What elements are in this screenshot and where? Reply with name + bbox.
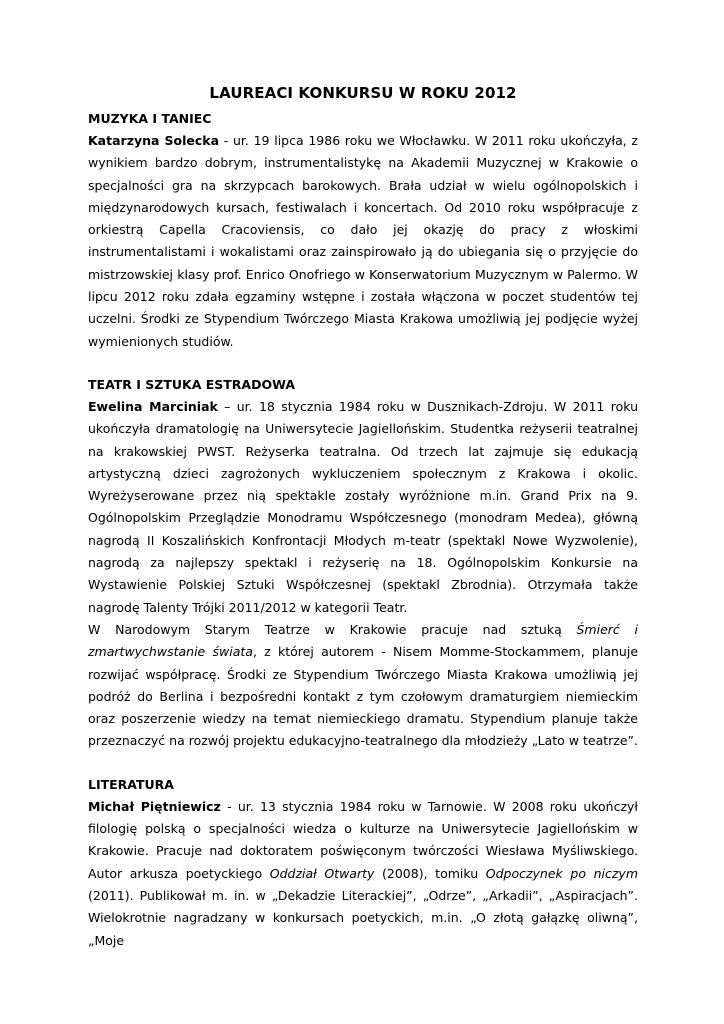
work-title: Odpoczynek po niczym — [485, 865, 638, 881]
page-title: LAUREACI KONKURSU W ROKU 2012 — [209, 84, 517, 102]
laureate-paragraph-solecka — [88, 130, 638, 353]
section-spacer — [88, 753, 638, 774]
laureate-name: Ewelina Marciniak — [88, 398, 218, 414]
work-title: Śmierć i zmartwychwstanie świata — [88, 621, 638, 660]
work-title: Oddział Otwarty — [269, 865, 375, 881]
laureate-paragraph-marciniak-continued — [88, 619, 638, 753]
section-spacer — [88, 353, 638, 374]
section-heading-literature: LITERATURA — [88, 776, 174, 792]
section-heading-music: MUZYKA I TANIEC — [88, 111, 212, 126]
paragraph-text: - ur. 19 lipca 1986 roku we Włocławku. W 2011 roku ukończyła, z wynikiem bardzo dobrym, instrumentalistykę na Akademii Muzycznej w Krakowie o specjalności gra na skrzypcach barokowych. Brała udział w wielu ogólnopolskich i międzynarodowych kursach, festiwalach i koncertach. Od 2010 roku współpracuje z orkiestrą Capella Cracoviensis, co dało jej okazję do pracy z włoskimi instrumentalistami i wokalistami oraz zainspirowało ją do ubiegania się o przyjęcie do mistrzowskiej klasy prof. Enrico Onofriego w Konserwatorium Muzycznym w Palermo. W lipcu 2012 roku zdała egzaminy wstępne i została włączona w poczet studentów tej uczelni. Środki ze Stypendium Twórczego Miasta Krakowa umożliwią jej podjęcie wyżej wymienionych studiów. — [88, 133, 638, 349]
laureate-name: Michał Piętniewicz — [88, 798, 221, 814]
laureate-paragraph-pietniewicz — [88, 796, 638, 952]
laureate-name: Katarzyna Solecka — [88, 133, 220, 148]
laureate-paragraph-marciniak — [88, 396, 638, 619]
section-heading-theatre: TEATR I SZTUKA ESTRADOWA — [88, 376, 296, 392]
paragraph-text: (2011). Publikował m. in. w „Dekadzie Literackiej”, „Odrze”, „Arkadii”, „Aspiracjach”. Wielokrotnie nagradzany w konkursach poetyckich, m.in. „O złotą gałązkę oliwną”, „Moje — [88, 887, 638, 948]
paragraph-text: – ur. 18 stycznia 1984 roku w Dusznikach-Zdroju. W 2011 roku ukończyła dramatologię na Uniwersytecie Jagiellońskim. Studentka reżyserii teatralnej na krakowskiej PWST. Reżyserka teatralna. Od trzech lat zajmuje się edukacją artystyczną dzieci zagrożonych wykluczeniem społecznym z Krakowa i okolic. Wyreżyserowane przez nią spektakle zostały wyróżnione m.in. Grand Prix na 9. Ogólnopolskim Przeglądzie Monodramu Współczesnego (monodram Medea), główną nagrodą II Koszalińskich Konfrontacji Młodych m-teatr (spektakl Nowe Wyzwolenie), nagrodą za najlepszy spektakl i reżyserię na 18. Ogólnopolskim Konkursie na Wystawienie Polskiej Sztuki Współczesnej (spektakl Zbrodnia). Otrzymała także nagrodę Talenty Trójki 2011/2012 w kategorii Teatr. — [88, 398, 638, 615]
paragraph-text: W Narodowym Starym Teatrze w Krakowie pracuje nad sztuką — [88, 621, 577, 637]
paragraph-text: , z której autorem - Nisem Momme-Stockammem, planuje rozwijać współpracę. Środki ze Stypendium Twórczego Miasta Krakowa umożliwią jej podróż do Berlina i bezpośredni kontakt z tym czołowym dramaturgiem niemieckim oraz poszerzenie wiedzy na temat niemieckiego dramatu. Stypendium planuje także przeznaczyć na rozwój projektu edukacyjno-teatralnego dla młodzieży „Lato w teatrze”. — [88, 644, 639, 749]
paragraph-text: - ur. 13 stycznia 1984 roku w Tarnowie. W 2008 roku ukończył filologię polską o specjalności wiedza o kulturze na Uniwersytecie Jagiellońskim w Krakowie. Pracuje nad doktoratem poświęconym twórczości Wiesława Myśliwskiego. Autor arkusza poetyckiego — [88, 798, 638, 881]
paragraph-text: (2008), tomiku — [374, 865, 486, 881]
